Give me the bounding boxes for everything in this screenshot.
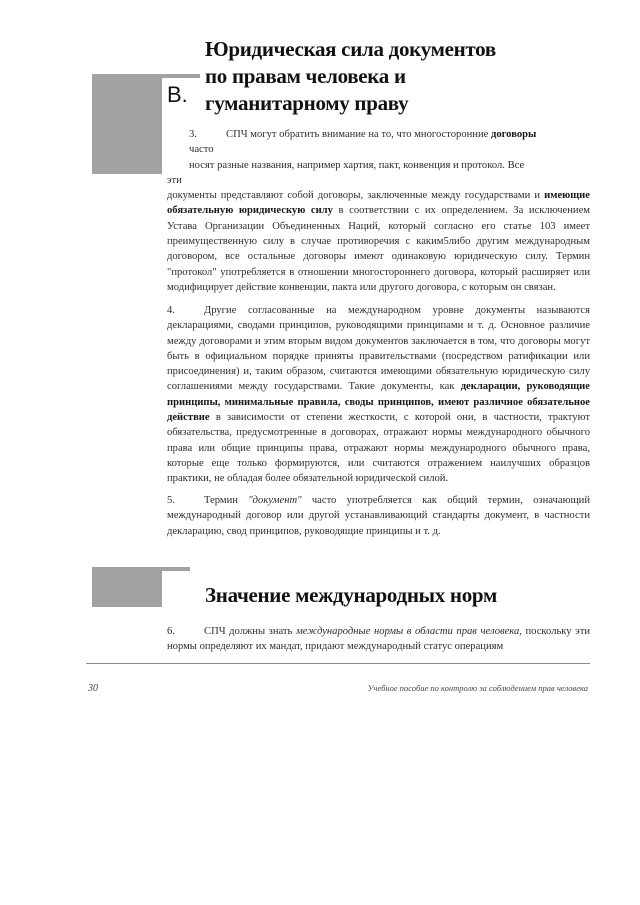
bold-term: имеющие обязательную юридическую силу bbox=[167, 190, 590, 217]
paragraph-number: 5. bbox=[167, 495, 175, 506]
paragraph-number: 3. bbox=[189, 129, 197, 140]
footer-divider bbox=[86, 663, 590, 664]
page-number: 30 bbox=[88, 683, 98, 694]
bold-term: договоры bbox=[490, 129, 537, 140]
section-title-line-2: по правам человека и bbox=[205, 64, 406, 88]
paragraph-text: документы представляют собой договоры, заключенные между государствами и bbox=[167, 190, 545, 202]
section-title-line-1: Юридическая сила документов bbox=[205, 37, 496, 61]
paragraph-text: Другие согласованные на международном уровне документы называются декларациями, сводами принципов, руководящими принципами и т. д. Основное различие между договорами и этим вторым видом документов заключается в том, что договоры могут быть в официальном порядке приняты правительствами (посредством ратификации или присоединения) и, таким образом, считаются имеющими обязательную юридическую силу соглашениями между государствами. Такие документы, как bbox=[167, 305, 590, 393]
section-title bbox=[205, 36, 525, 117]
paragraph-text: поскольку эти нормы определяют их мандат, придают международный статус операциям bbox=[167, 626, 590, 653]
paragraph-text: в соответствии с их определением. За исключением Устава Организации Объединенных Наций, который согласно его статье 103 имеет преимущественную силу в случае противоречия с каким5либо другим международным договором, все остальные договоры имеют одинаковую юридическую силу. Термин "протокол" употребляется в отношении многостороннего договора, который расширяет или модифицирует действие конвенции, пакта или другого договора, с которым он связан. bbox=[167, 205, 591, 293]
section-marker-block bbox=[92, 74, 162, 174]
bold-term: декларации, руководящие принципы, минимальные правила, своды принципов, имеют различное обязательное действие bbox=[167, 381, 590, 424]
section-title-line-3: гуманитарному праву bbox=[205, 91, 409, 115]
paragraph-text: Термин bbox=[204, 495, 249, 506]
italic-term: "документ" bbox=[248, 495, 302, 506]
paragraph-4 bbox=[167, 303, 590, 487]
section-marker-bar-2 bbox=[162, 567, 190, 571]
paragraph-number: 4. bbox=[167, 305, 175, 316]
section-marker-block-2 bbox=[92, 567, 162, 607]
paragraph-number: 6. bbox=[167, 626, 175, 637]
paragraph-3-wrap-1: часто bbox=[189, 144, 214, 156]
paragraph-3-line-2: носят разные названия, например хартия, пакт, конвенция и протокол. Все bbox=[189, 159, 525, 171]
section-marker-bar bbox=[162, 74, 200, 78]
footer-book-title: Учебное пособие по контролю за соблюдением прав человека bbox=[367, 683, 588, 693]
paragraph-text: СПЧ могут обратить внимание на то, что многосторонние bbox=[226, 129, 491, 140]
paragraph-6 bbox=[167, 624, 590, 655]
paragraph-text: СПЧ должны знать bbox=[204, 626, 296, 637]
paragraph-5 bbox=[167, 493, 590, 539]
paragraph-text: часто употребляется как общий термин, означающий международный договор или другой устанавливающий стандарты документ, в частности декларацию, свод принципов, руководящие принципы и т. д. bbox=[167, 495, 590, 537]
section-title-2: Значение международных норм bbox=[205, 583, 497, 607]
italic-term: международные нормы в области прав человека, bbox=[295, 626, 522, 637]
section-letter: B. bbox=[167, 82, 188, 107]
paragraph-text: в зависимости от степени жесткости, с которой они, в частности, трактуют обязательства, предусмотренные в договорах, отражают нормы международного обычного права или общие принципы права, отражают нормы международного обычного права, которые еще только формируются, или считаются отражением наилучших образцов практики, не обладая более обязательной юридической силой. bbox=[167, 412, 590, 485]
paragraph-3-line-1 bbox=[167, 127, 590, 142]
paragraph-3-wrap-2: эти bbox=[167, 174, 182, 186]
paragraph-3 bbox=[167, 127, 590, 295]
